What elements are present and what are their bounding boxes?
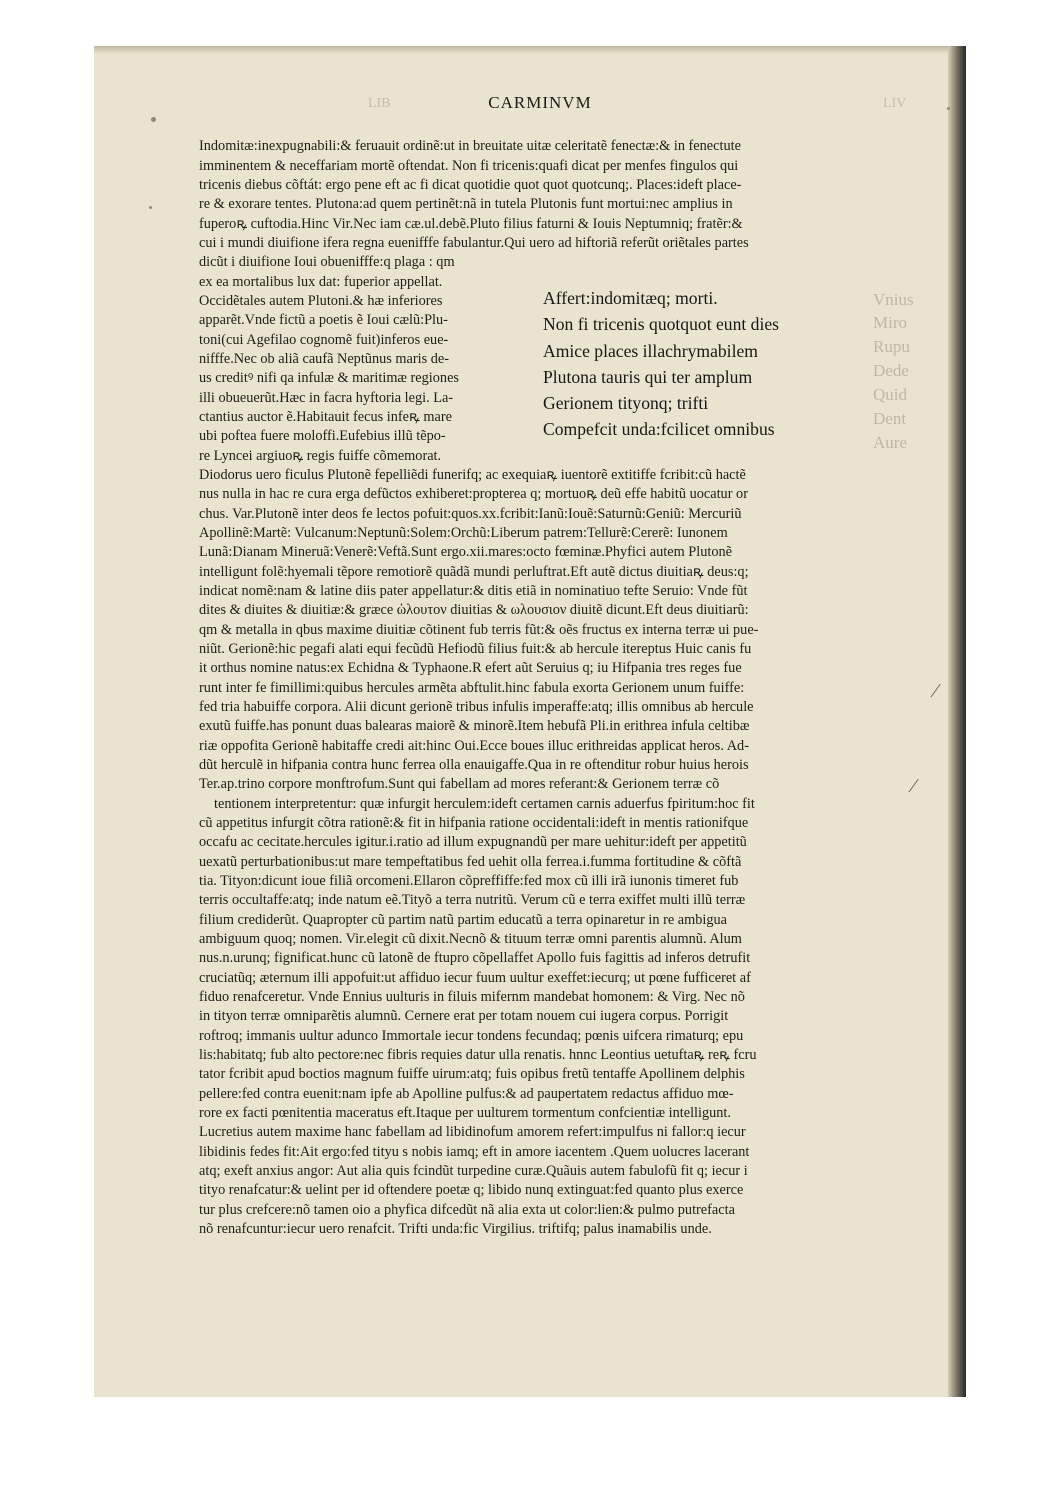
text-line: fuperoꝶ cuftodia.Hinc Vir.Nec iam cæ.ul.debẽ.Pluto filius faturni & Iouis Neptumniq; fratẽr:& (199, 216, 743, 232)
text-line: rore ex facti pœnitentia maceratus eft.Itaque per uulturem tormentum confcientiæ intelligunt. (199, 1105, 731, 1121)
text-line: Indomitæ:inexpugnabili:& feruauit ordinẽ:ut in breuitate uitæ celeritatẽ fenectæ:& in fenectute (199, 138, 741, 154)
text-line: nõ renafcuntur:iecur uero renafcit. Trifti unda:fic Virgilius. triftifq; palus inamabilis unde. (199, 1221, 712, 1237)
text-line: tentionem interpretentur: quæ infurgit herculem:ideft certamen carnis aduerfus fpiritum:hoc fit (214, 796, 755, 812)
text-line: tur plus crefcere:nõ tamen oio a phyfica difcedũt nã alia exta ut color:lien:& pulmo putrefacta (199, 1202, 735, 1218)
ghost-line: Dede (873, 361, 909, 380)
ghost-line: Vnius (873, 290, 914, 309)
text-line: nus.n.urunq; fignificat.hunc cũ latonẽ de ftupro cõpellaffet Apollo fuis fagittis ad inferos detrufit (199, 950, 751, 966)
text-line: Occidẽtales autem Plutoni.& hæ inferiores (199, 293, 443, 309)
text-line: atq; exeft anxius angor: Aut alia quis fcindũt turpedine curæ.Quãuis autem fabulofũ fit q; iecur i (199, 1163, 748, 1179)
ghost-running-head: LIV (883, 96, 907, 111)
text-line: exutũ fuiffe.has ponunt duas balearas maiorẽ & minorẽ.Item hebufã Pli.in erithrea infula celtibæ (199, 718, 750, 734)
text-line: intelligunt folẽ:hyemali tẽpore remotiorẽ quãdã mundi perluftrat.Eft autẽ dictus diuitiaꝶ deus:q; (199, 564, 749, 580)
text-line: uexatũ perturbationibus:ut mare tempeftatibus fed uehit olla ferrea.i.fumma fortitudine & cõftã (199, 854, 742, 870)
stain-mark (151, 117, 156, 122)
page-top-shadow (94, 46, 966, 54)
text-line: terris occultaffe:atq; inde natum eẽ.Tityõ a terra nutritũ. Verum cũ e terra exiffet multi illũ terræ (199, 892, 746, 908)
text-line: fed tria habuiffe corpora. Alii dicunt gerionẽ tribus infulis imperaffe:atq; illis omnibus ab hercule (199, 699, 754, 715)
text-line: tricenis diebus cõftát: ergo pene eft ac fi dicat quotidie quot quot quotcunq;. Places:ideft place- (199, 177, 742, 193)
text-line: re Lyncei argiuoꝶ regis fuiffe cõmemorat. (199, 448, 442, 464)
margin-mark: ⁄ (912, 775, 916, 797)
text-line: runt inter fe fimillimi:quibus hercules armẽta abftulit.hinc fabula exorta Gerionem unum fuiffe: (199, 680, 745, 696)
text-line: lis:habitatq; fub alto pectore:nec fibris requies datur ulla renatis. hnnc Leontius uetuftaꝶ reꝶ fcru (199, 1047, 757, 1063)
verse-line: Affert:indomitæq; morti. (543, 288, 718, 308)
text-line: illi obueuerũt.Hæc in facra hyftoria legi. La- (199, 390, 454, 406)
text-line: cũ appetitus infurgit cõtra rationẽ:& fit in hifpania ratione occidentali:ideft in mentis rationifque (199, 815, 749, 831)
text-line: tia. Tityon:dicunt ioue filiã orcomeni.Ellaron cõpreffiffe:fed mox cũ illi irã iunonis timeret fub (199, 873, 739, 889)
text-line: imminentem & neceffariam mortẽ oftendat. Non fi tricenis:quafi dicat per menfes fingulos qui (199, 158, 739, 174)
text-line: tityo renafcatur:& uelint per id oftendere poetæ q; libido nunq extinguat:fed quanto plus exerce (199, 1182, 744, 1198)
text-line: qm & metalla in qbus maxime diuitiæ cõtinent fub terris fũt:& oẽs fructus ex interna terræ ui pue- (199, 622, 759, 638)
running-head: CARMINVM (488, 93, 592, 112)
text-line: Diodorus uero ficulus Plutonẽ fepelliẽdi funerifq; ac exequiaꝶ iuentorẽ extitiffe fcribit:cũ hactẽ (199, 467, 746, 483)
verse-line: Compefcit unda:fcilicet omnibus (543, 419, 775, 439)
text-line: Lucretius autem maxime hanc fabellam ad libidinofum amorem refert:impulfus ni fallor:q iecur (199, 1124, 746, 1140)
text-line: niũt. Gerionẽ:hic pegafi alati equi fecũdũ Hefiodũ filius fuit:& ab hercule itereptus Huic canis fu (199, 641, 752, 657)
text-line: cruciatũq; æternum illi appofuit:ut affiduo iecur fuum uultur exeffet:iecurq; ut pœne fufficeret af (199, 970, 751, 986)
text-line: Ter.ap.trino corpore monftrofum.Sunt qui fabellam ad mores referant:& Gerionem terræ cõ (199, 776, 720, 792)
verse-line: Gerionem tityonq; trifti (543, 393, 709, 413)
text-line: tator fcribit apud boctios magnum fuiffe uirum:atq; fuis opibus fretũ tentaffe Apollinem delphis (199, 1066, 745, 1082)
verse-line: Non fi tricenis quotquot eunt dies (543, 314, 780, 334)
ghost-line: Dent (873, 409, 907, 428)
text-line: us creditꝰ nifi qa infulæ & maritimæ regiones (199, 370, 459, 386)
text-line: cui i mundi diuifione ifera regna euenifffe fabulantur.Qui uero ad hiftoriã referũt oriẽtales partes (199, 235, 749, 251)
text-line: indicat nomẽ:nam & latine diis pater appellatur:& ditis etiã in nominatiuo tefte Seruio: Vnde fũt (199, 583, 748, 599)
text-line: it orthus nomine natus:ex Echidna & Typhaone.R efert aũt Seruius q; iu Hifpania tres reges fue (199, 660, 742, 676)
text-line: dicũt i diuifione Ioui obuenifffe:q plaga : qm (199, 254, 455, 270)
text-line: riæ oppofita Gerionẽ habitaffe credi ait:hinc Oui.Ecce boues illuc erithreidas applicat heros. Ad- (199, 738, 749, 754)
ghost-line: Aure (873, 433, 907, 452)
verse-line: Amice places illachrymabilem (543, 341, 758, 361)
text-line: toni(cui Agefilao cognomẽ fuit)inferos eue- (199, 332, 449, 348)
text-line: in tityon terræ omniparẽtis alumnũ. Cernere erat per totam nouem cui iugera corpus. Porrigit (199, 1008, 729, 1024)
verse-line: Plutona tauris qui ter amplum (543, 367, 753, 387)
text-line: occafu ac cecitate.hercules igitur.i.ratio ad illum expugnandũ per mare uehitur:ideft per appetitũ (199, 834, 747, 850)
ghost-line: Quid (873, 385, 907, 404)
text-line: dũt herculẽ in hifpania contra hunc ferrea olla enauigaffe.Qua in re oftenditur robur huius herois (199, 757, 749, 773)
margin-mark: ⁄ (934, 680, 938, 702)
ghost-running-head: LIB (368, 96, 391, 111)
text-line: nus nulla in hac re cura erga defũctos exhiberet:propterea q; mortuoꝶ deũ effe habitũ uocatur or (199, 486, 748, 502)
ghost-line: Rupu (873, 337, 910, 356)
text-line: chus. Var.Plutonẽ inter deos fe lectos pofuit:quos.xx.fcribit:Ianũ:Iouẽ:Saturnũ:Geniũ: Mercuriũ (199, 506, 742, 522)
ghost-line: Miro (873, 313, 907, 332)
text-line: Apollinẽ:Martẽ: Vulcanum:Neptunũ:Solem:Orchũ:Liberum patrem:Tellurẽ:Cererẽ: Iunonem (199, 525, 728, 541)
text-line: pellere:fed contra euenit:nam ipfe ab Apolline pulfus:& ad paupertatem redactus affiduo mœ- (199, 1086, 734, 1102)
text-line: nifffe.Nec ob aliã caufã Neptũnus maris de- (199, 351, 449, 367)
text-line: ex ea mortalibus lux dat: fuperior appellat. (199, 274, 443, 290)
text-line: Lunã:Dianam Mineruã:Venerẽ:Veftã.Sunt ergo.xii.mares:octo fœminæ.Phyfici autem Plutonẽ (199, 544, 732, 560)
text-line: libidinis fedes fit:Ait ergo:fed tityu s nobis iamq; eft in amore iacentem .Quem uolucres lacerant (199, 1144, 750, 1160)
stain-mark (149, 206, 152, 209)
text-line: roftroq; immanis uultur adunco Immortale iecur tondens fecundaq; pœnis uifcera rimaturq; epu (199, 1028, 744, 1044)
text-line: ubi poftea fuere moloffi.Eufebius illũ tẽpo- (199, 428, 446, 444)
text-line: fiduo renafceretur. Vnde Ennius uulturis in filuis mifernm mandebat homonem: & Virg. Nec nõ (199, 989, 745, 1005)
text-line: apparẽt.Vnde fictũ a poetis ẽ Ioui cælũ:Plu- (199, 312, 448, 328)
text-line: ctantius auctor ẽ.Habitauit fecus infeꝶ mare (199, 409, 452, 425)
text-line: ambiguum quoq; nomen. Vir.elegit cũ dixit.Necnõ & tituum terræ omni parentis alumnũ. Alum (199, 931, 742, 947)
text-line: re & exorare tentes. Plutona:ad quem pertinẽt:nã in tutela Plutonis funt mortui:nec amplius in (199, 196, 733, 212)
stain-mark (947, 107, 950, 110)
page-binding-edge (948, 46, 966, 1397)
text-line: dites & diuites & diuitiæ:& græce ὠλουτον diuitias & ωλουσιον diuitẽ dicunt.Eft deus diuitiarũ: (199, 602, 749, 618)
text-line: filium crediderũt. Quapropter cũ partim natũ partim educatũ a terra opinaretur in re ambigua (199, 912, 727, 928)
